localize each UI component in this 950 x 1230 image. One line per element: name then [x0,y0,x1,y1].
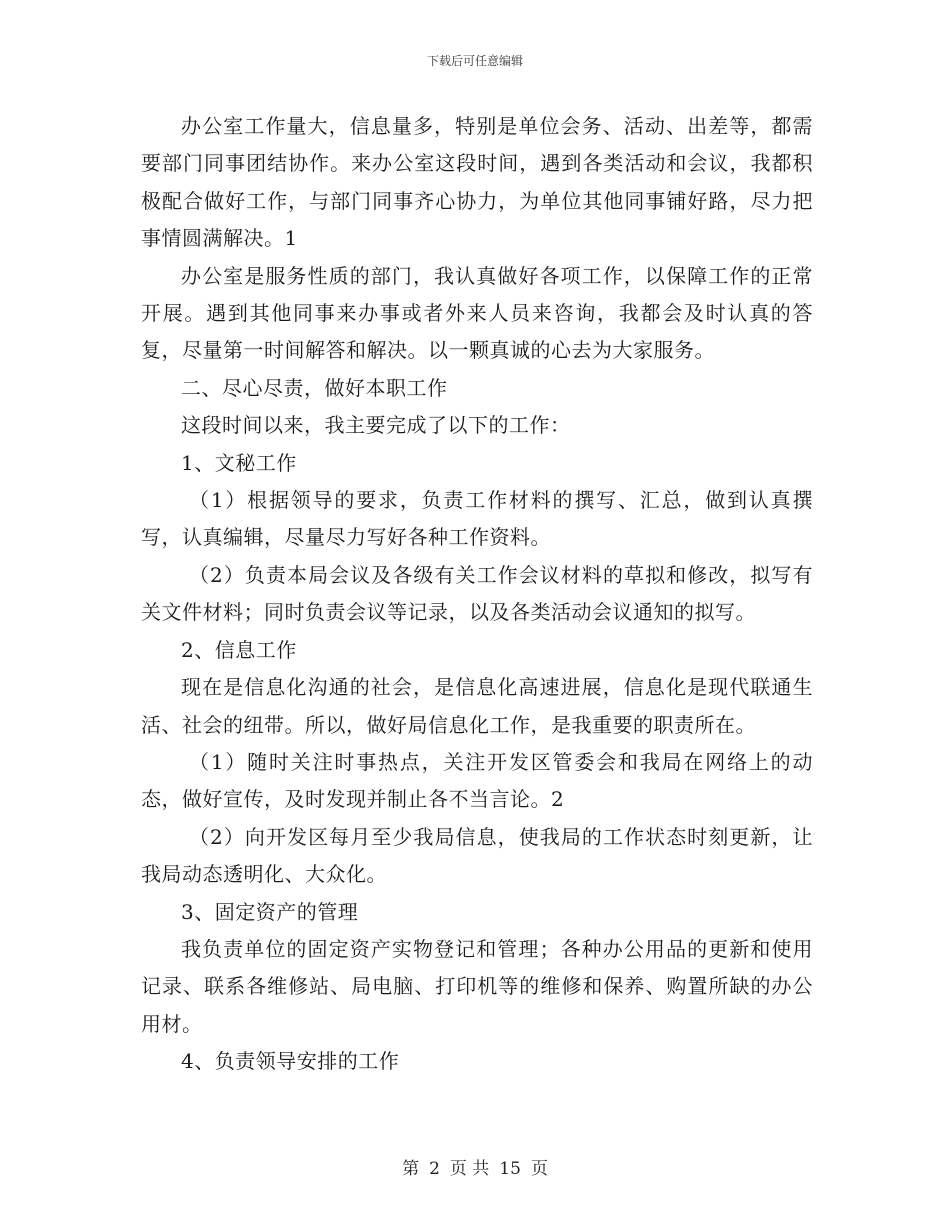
footer-middle: 页 共 [449,1159,490,1179]
paragraph-information: 现在是信息化沟通的社会，是信息化高速进展，信息化是现代联通生活、社会的纽带。所以，做好局信息化工作，是我重要的职责所在。 [141,675,813,737]
paragraph-2: 办公室是服务性质的部门，我认真做好各项工作，以保障工作的正常开展。遇到其他同事来办事或者外来人员来咨询，我都会及时认真的答复，尽量第一时间解答和解决。以一颗真诚的心去为大家服务。 [141,263,813,363]
item-information-1: （1）随时关注时事热点，关注开发区管委会和我局在网络上的动态，做好宣传，及时发现并制止各不当言论。2 [141,749,813,812]
footer-current-page: 2 [429,1159,440,1179]
subheading-information: 2、信息工作 [181,637,297,662]
subheading-secretarial: 1、文秘工作 [181,450,297,475]
paragraph-1: 办公室工作量大，信息量多，特别是单位会务、活动、出差等，都需要部门同事团结协作。来办公室这段时间，遇到各类活动和会议，我都积极配合做好工作，与部门同事齐心协力，为单位其他同事铺好路，尽力把事情圆满解决。1 [141,114,813,251]
document-body [141,108,813,1081]
page-footer [0,1154,950,1179]
footer-prefix: 第 [402,1159,420,1179]
page-header: 下载后可任意编辑 [426,54,523,68]
paragraph-intro: 这段时间以来，我主要完成了以下的工作： [181,413,571,438]
footer-total-pages: 15 [499,1159,521,1179]
subheading-assets: 3、固定资产的管理 [181,899,359,924]
footer-suffix: 页 [530,1159,548,1179]
section-heading-2: 二、尽心尽责，做好本职工作 [181,375,448,400]
paragraph-assets: 我负责单位的固定资产实物登记和管理；各种办公用品的更新和使用记录、联系各维修站、局电脑、打印机等的维修和保养、购置所缺的办公用材。 [141,936,813,1036]
item-secretarial-2: （2）负责本局会议及各级有关工作会议材料的草拟和修改，拟写有关文件材料；同时负责会议等记录，以及各类活动会议通知的拟写。 [141,562,813,625]
item-information-2: （2）向开发区每月至少我局信息，使我局的工作状态时刻更新，让我局动态透明化、大众化。 [141,824,813,887]
item-secretarial-1: （1）根据领导的要求，负责工作材料的撰写、汇总，做到认真撰写，认真编辑，尽量尽力写好各种工作资料。 [141,488,813,550]
subheading-leader-tasks: 4、负责领导安排的工作 [181,1049,400,1074]
